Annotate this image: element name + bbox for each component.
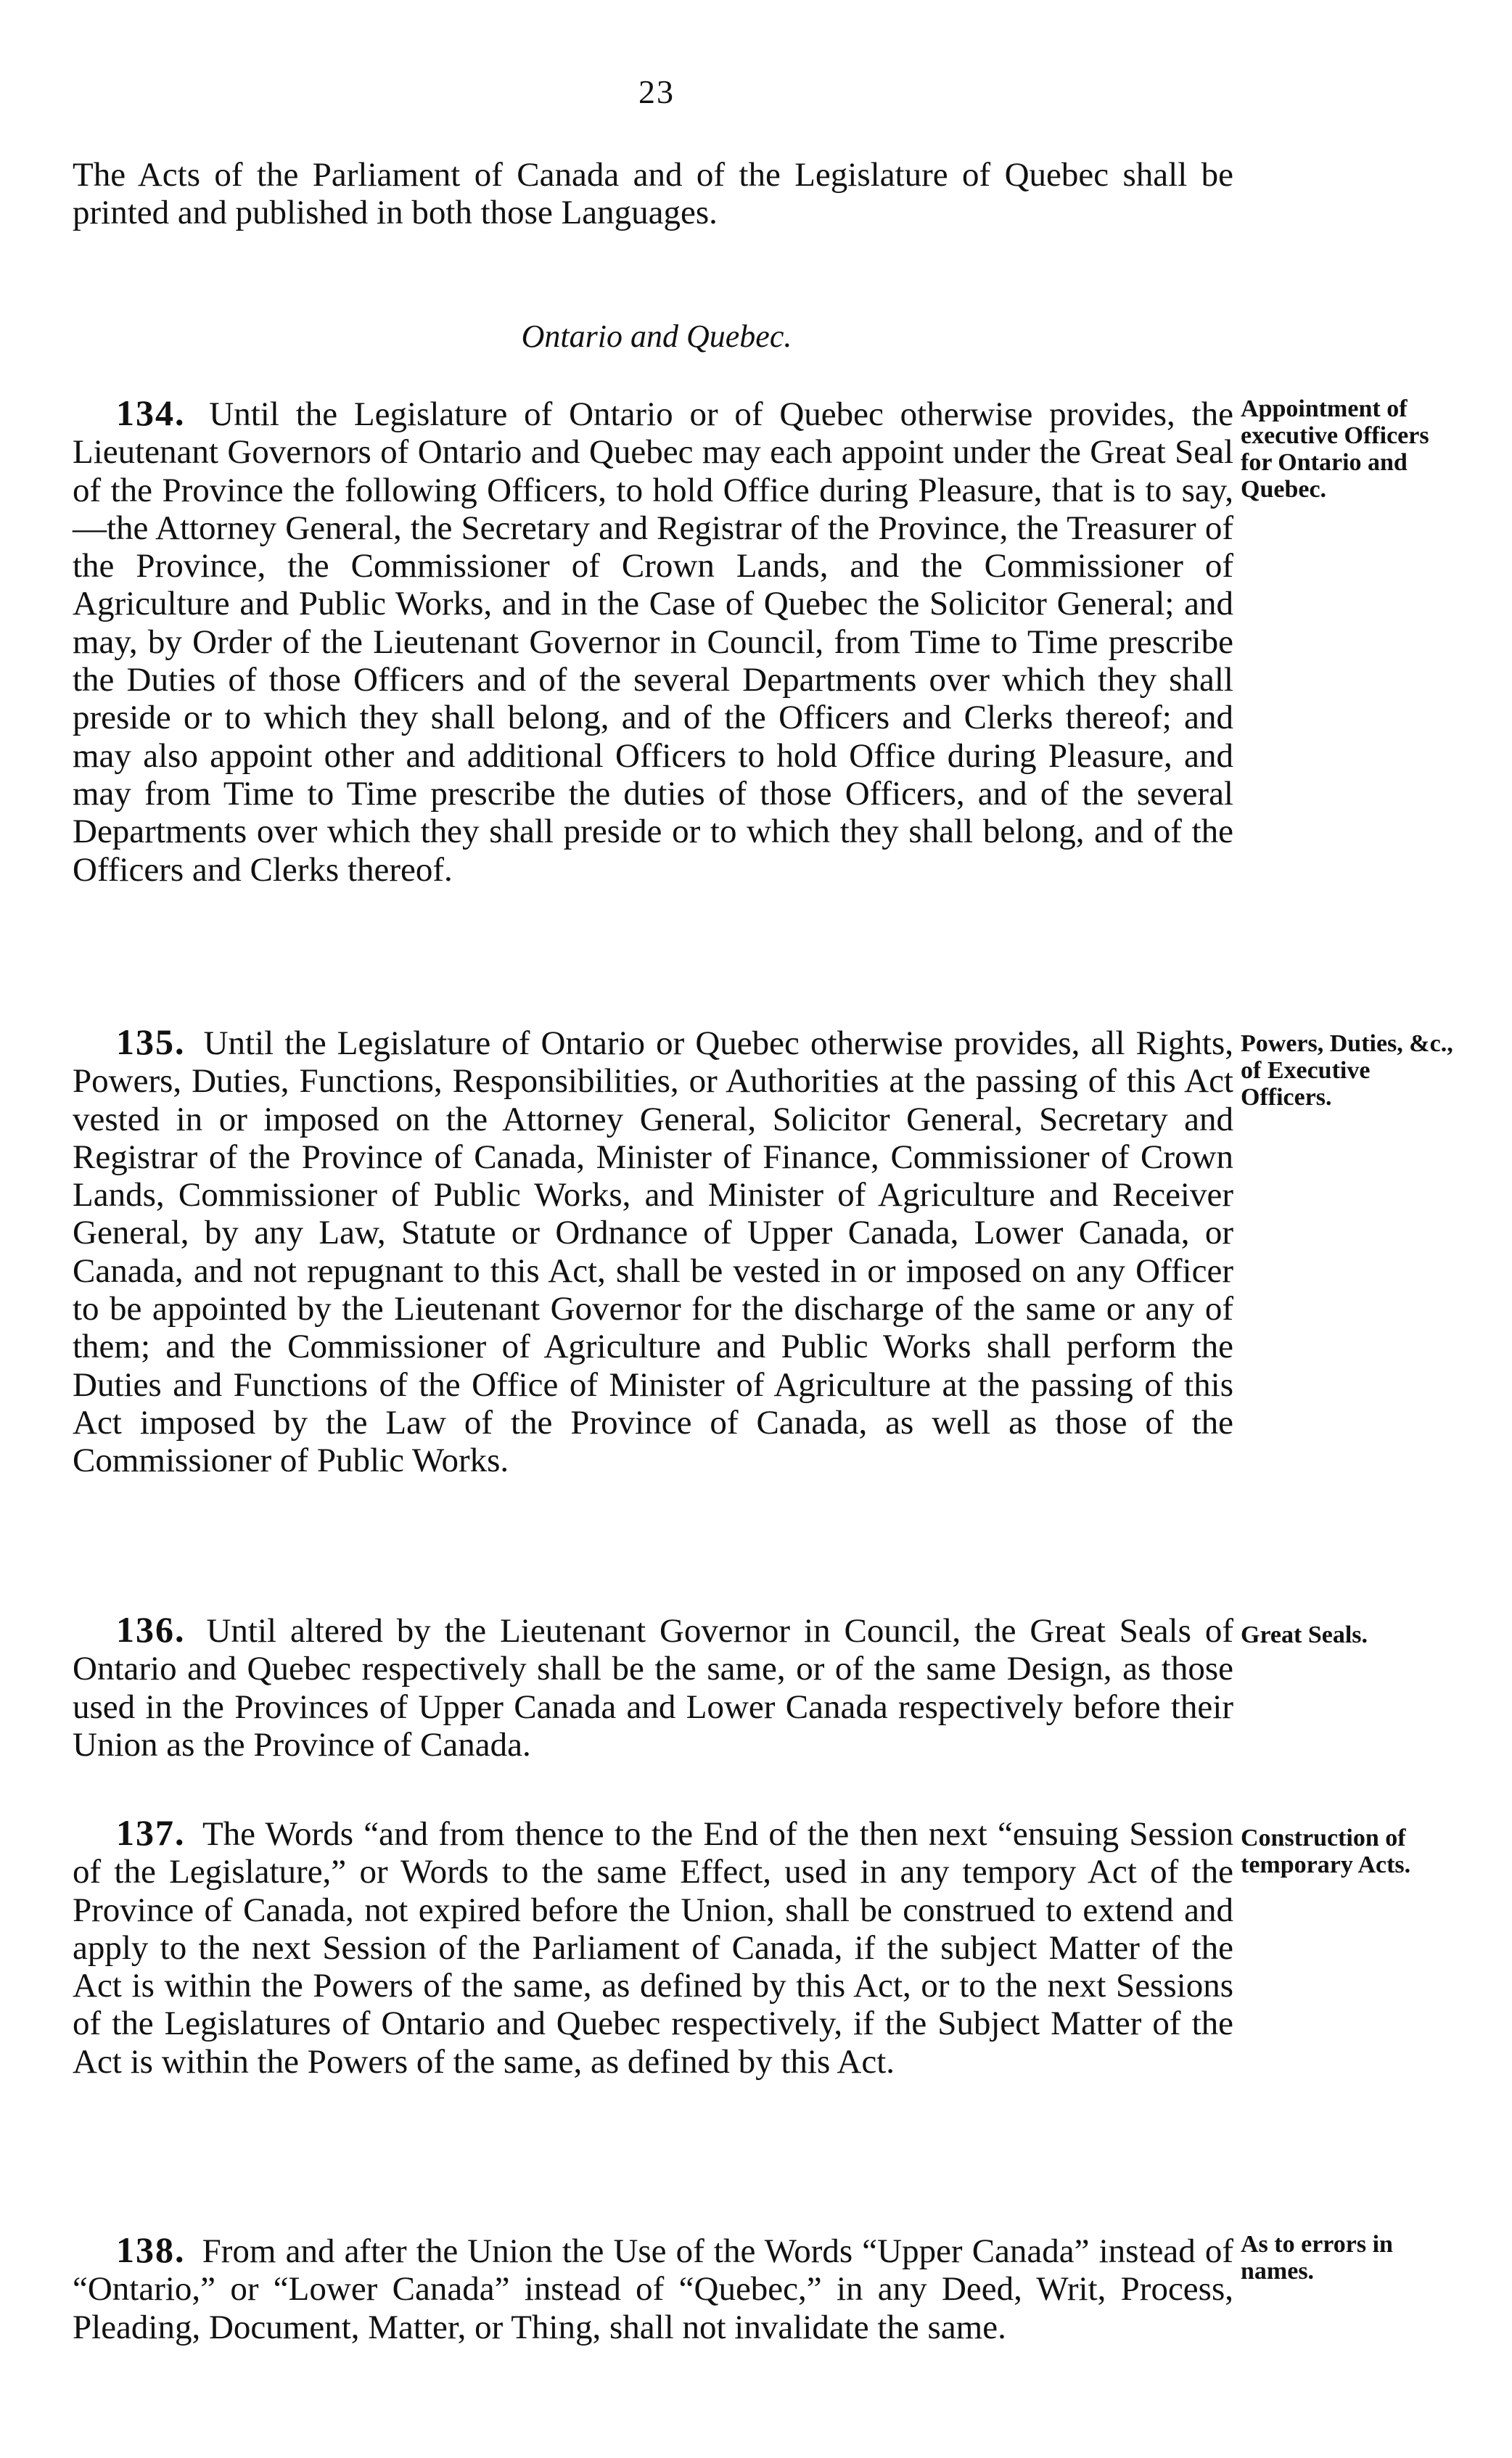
section-137 — [73, 1814, 1233, 2081]
section-135 — [73, 1023, 1233, 1480]
section-heading: Ontario and Quebec. — [521, 318, 792, 354]
section-number: 138. — [116, 2229, 186, 2270]
section-136 — [73, 1611, 1233, 1764]
section-138 — [73, 2231, 1233, 2346]
section-number: 136. — [116, 1609, 186, 1650]
intro-paragraph: The Acts of the Parliament of Canada and of the Legislature of Quebec shall be printed and published in both those Languages. — [73, 156, 1233, 232]
section-number: 134. — [116, 392, 186, 433]
margin-note-134: Appointment of executive Officers for Ontario and Quebec. — [1241, 395, 1429, 503]
page-number: 23 — [638, 73, 675, 110]
section-text: The Words “and from thence to the End of the then next “ensuing Session of the Legislature,” or Words to the same Effect, used in any tempory Act of the Province of Canada, not expired before the Union, shall be construed to extend and apply to the next Session of the Parliament of Canada, if the subject Matter of the Act is within the Powers of the same, as defined by this Act, or to the next Sessions of the Legislatures of Ontario and Quebec respectively, if the Subject Matter of the Act is within the Powers of the same, as defined by this Act. — [73, 1815, 1233, 2081]
margin-note-136: Great Seals. — [1241, 1621, 1368, 1648]
section-text: From and after the Union the Use of the Words “Upper Canada” instead of “Ontario,” or “Lower Canada” instead of “Quebec,” in any Deed, Writ, Process, Pleading, Document, Matter, or Thing, shall not invalidate the same. — [73, 2232, 1234, 2346]
margin-note-138: As to errors in names. — [1241, 2231, 1393, 2285]
section-number: 135. — [116, 1022, 186, 1062]
section-number: 137. — [116, 1812, 186, 1853]
margin-note-135: Powers, Duties, &c., of Executive Officers. — [1241, 1030, 1453, 1111]
margin-note-137: Construction of temporary Acts. — [1241, 1825, 1411, 1878]
section-text: Until the Legislature of Ontario or of Quebec otherwise provides, the Lieutenant Governors of Ontario and Quebec may each appoint under the Great Seal of the Province the following Officers, to hold Office during Pleasure, that is to say,—the Attorney General, the Secretary and Registrar of the Province, the Treasurer of the Province, the Commissioner of Crown Lands, and the Commissioner of Agriculture and Public Works, and in the Case of Quebec the Solicitor General; and may, by Order of the Lieutenant Governor in Council, from Time to Time prescribe the Duties of those Officers and of the several Departments over which they shall preside or to which they shall belong, and of the Officers and Clerks thereof; and may also appoint other and additional Officers to hold Office during Pleasure, and may from Time to Time prescribe the duties of those Officers, and of the several Departments over which they shall preside or to which they shall belong, and of the Officers and Clerks thereof. — [73, 395, 1233, 889]
section-text: Until altered by the Lieutenant Governor in Council, the Great Seals of Ontario and Quebec respectively shall be the same, or of the same Design, as those used in the Provinces of Upper Canada and Lower Canada respectively before their Union as the Province of Canada. — [73, 1612, 1233, 1764]
section-text: Until the Legislature of Ontario or Quebec otherwise provides, all Rights, Powers, Duties, Functions, Responsibilities, or Authorities at the passing of this Act vested in or imposed on the Attorney General, Solicitor General, Secretary and Registrar of the Province of Canada, Minister of Finance, Commissioner of Crown Lands, Commissioner of Public Works, and Minister of Agriculture and Receiver General, by any Law, Statute or Ordnance of Upper Canada, Lower Canada, or Canada, and not repugnant to this Act, shall be vested in or imposed on any Officer to be appointed by the Lieutenant Governor for the discharge of the same or any of them; and the Commissioner of Agriculture and Public Works shall perform the Duties and Functions of the Office of Minister of Agriculture at the passing of this Act imposed by the Law of the Province of Canada, as well as those of the Commissioner of Public Works. — [73, 1024, 1234, 1480]
section-134 — [73, 394, 1233, 889]
